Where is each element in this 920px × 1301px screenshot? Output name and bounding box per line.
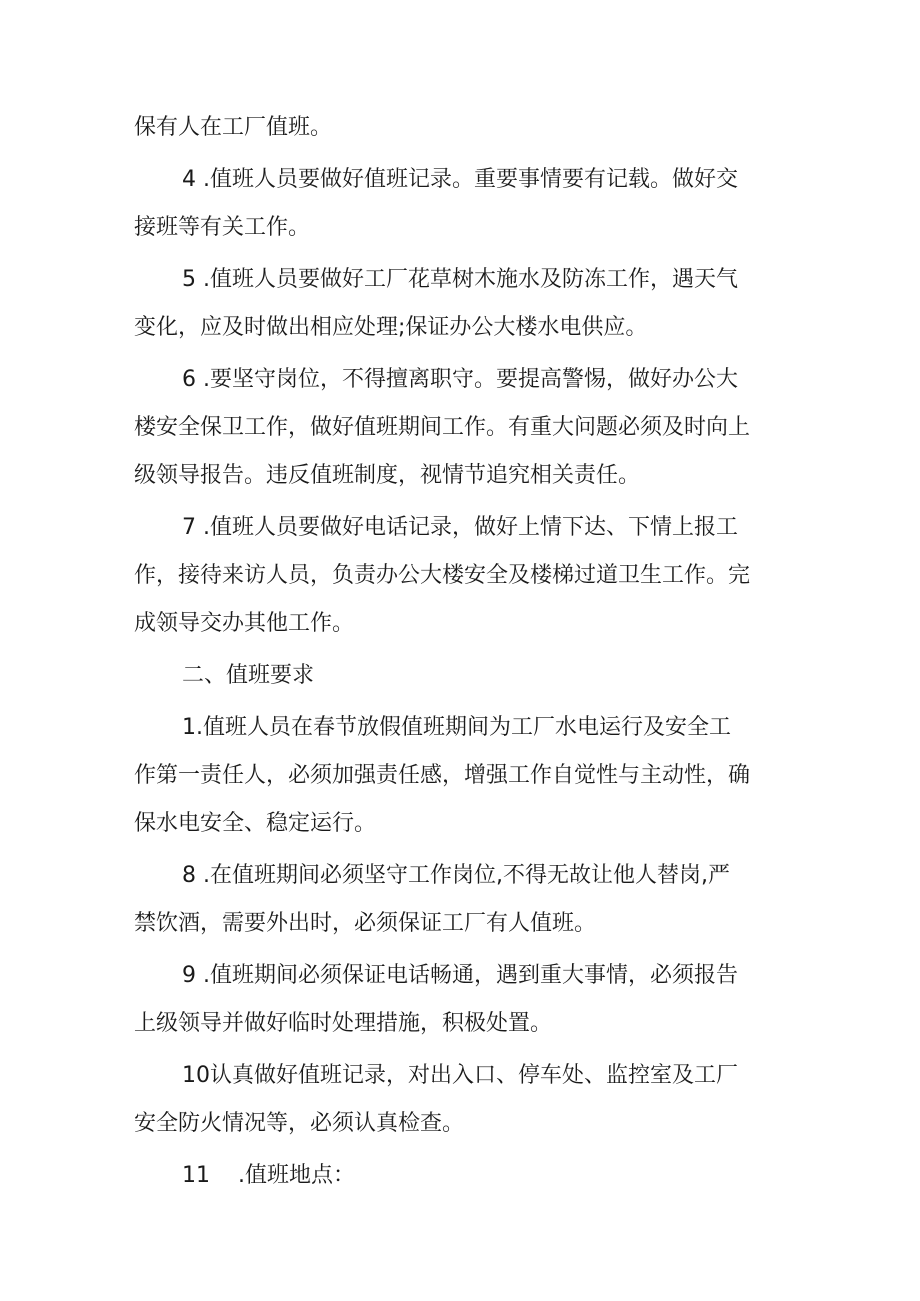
text-line: 级领导报告。违反值班制度，视情节追究相关责任。 <box>134 463 641 488</box>
paragraph-item-4 <box>134 156 786 252</box>
paragraph-continuation <box>134 104 786 152</box>
paragraph-item-7 <box>134 504 786 648</box>
paragraph-requirement-1 <box>134 704 786 848</box>
text-line: 保有人在工厂值班。 <box>134 115 333 140</box>
text-line: 5 .值班人员要做好工厂花草树木施水及防冻工作，遇天气 <box>182 267 738 292</box>
text-line: 7 .值班人员要做好电话记录，做好上情下达、下情上报工 <box>182 515 738 540</box>
paragraph-item-11 <box>134 1152 786 1200</box>
paragraph-item-10 <box>134 1052 786 1148</box>
document-body <box>134 104 786 1200</box>
text-line: 作第一责任人，必须加强责任感，增强工作自觉性与主动性，确 <box>134 763 751 788</box>
text-line: 4 .值班人员要做好值班记录。重要事情要有记载。做好交 <box>182 167 738 192</box>
paragraph-item-9 <box>134 952 786 1048</box>
text-line: 作，接待来访人员，负责办公大楼安全及楼梯过道卫生工作。完 <box>134 563 751 588</box>
text-line: 1.值班人员在春节放假值班期间为工厂水电运行及安全工 <box>182 715 731 740</box>
text-line: 8 .在值班期间必须坚守工作岗位,不得无故让他人替岗,严 <box>182 863 730 888</box>
paragraph-item-6 <box>134 356 786 500</box>
text-line: 9 .值班期间必须保证电话畅通，遇到重大事情，必须报告 <box>182 963 738 988</box>
paragraph-item-5 <box>134 256 786 352</box>
text-line: 楼安全保卫工作，做好值班期间工作。有重大问题必须及时向上 <box>134 415 751 440</box>
text-line: 禁饮酒，需要外出时，必须保证工厂有人值班。 <box>134 911 597 936</box>
heading-line: 二、值班要求 <box>182 663 315 688</box>
text-line: 成领导交办其他工作。 <box>134 611 355 636</box>
text-line: 安全防火情况等，必须认真检查。 <box>134 1111 465 1136</box>
text-line: 接班等有关工作。 <box>134 215 311 240</box>
text-line: 11 .值班地点： <box>182 1163 355 1188</box>
text-line: 6 .要坚守岗位，不得擅离职守。要提高警惕，做好办公大 <box>182 367 738 392</box>
text-line: 变化，应及时做出相应处理;保证办公大楼水电供应。 <box>134 315 648 340</box>
text-line: 保水电安全、稳定运行。 <box>134 811 377 836</box>
text-line: 10认真做好值班记录，对出入口、停车处、监控室及工厂 <box>182 1063 738 1088</box>
section-heading <box>134 652 786 700</box>
paragraph-item-8 <box>134 852 786 948</box>
text-line: 上级领导并做好临时处理措施，积极处置。 <box>134 1011 553 1036</box>
